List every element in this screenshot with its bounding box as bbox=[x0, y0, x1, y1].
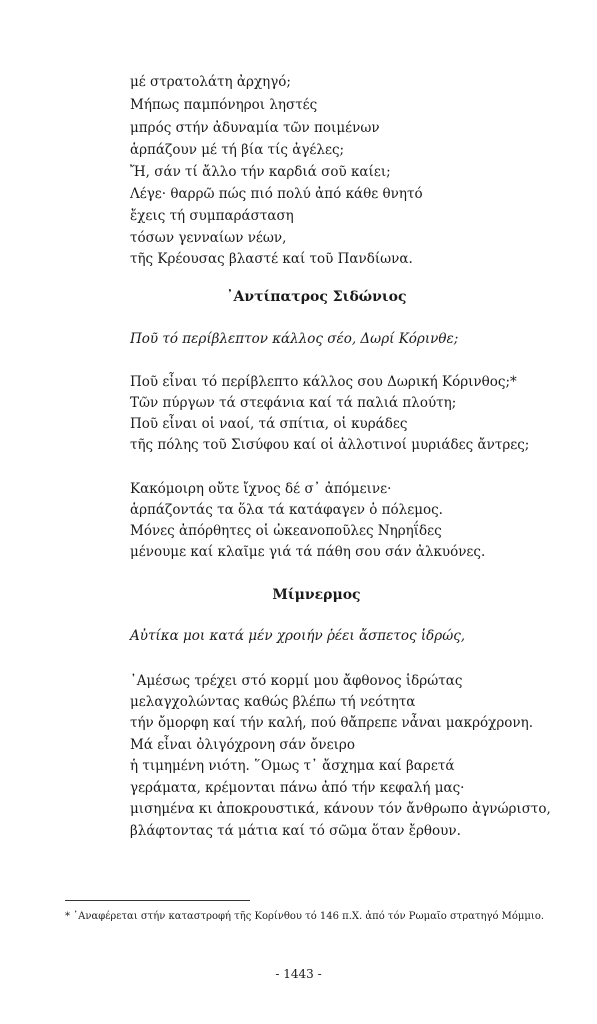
verse-line: Τῶν πύργων τά στεφάνια καί τά παλιά πλούτη; bbox=[130, 395, 457, 411]
verse-line: ἁρπάζουν μέ τή βία τίς ἀγέλες; bbox=[130, 142, 345, 158]
verse-line: τόσων γενναίων νέων, bbox=[130, 230, 287, 246]
verse-line: Μά εἶναι ὀλιγόχρονη σάν ὄνειρο bbox=[130, 737, 355, 753]
verse-line: ἔχεις τή συμπαράσταση bbox=[130, 208, 294, 224]
page-number: - 1443 - bbox=[275, 967, 322, 981]
verse-line: Ποῦ εἶναι οἱ ναοί, τά σπίτια, οἱ κυράδες bbox=[130, 416, 408, 432]
epigraph: Αὐτίκα μοι κατά μέν χροιήν ῥέει ἄσπετος ἱδρώς, bbox=[130, 628, 466, 644]
verse-line: βλάφτοντας τά μάτια καί τό σῶμα ὅταν ἔρθουν. bbox=[130, 823, 461, 839]
verse-line: Μήπως παμπόνηροι ληστές bbox=[130, 97, 318, 113]
verse-line: Ἤ, σάν τί ἄλλο τήν καρδιά σοῦ καίει; bbox=[130, 164, 391, 180]
verse-line: τῆς πόλης τοῦ Σισύφου καί οἱ ἀλλοτινοί μυριάδες ἄντρες; bbox=[130, 437, 530, 453]
verse-line: ἁρπάζοντάς τα ὅλα τά κατάφαγεν ὁ πόλεμος. bbox=[130, 502, 443, 518]
verse-line: μελαγχολώντας καθώς βλέπω τή νεότητα bbox=[130, 694, 416, 710]
verse-line: τήν ὄμορφη καί τήν καλή, πού θἄπρεπε νἆναι μακρόχρονη. bbox=[130, 715, 533, 731]
verse-line: τῆς Κρέουσας βλαστέ καί τοῦ Πανδίωνα. bbox=[130, 251, 413, 267]
verse-line: μισημένα κι ἀποκρουστικά, κάνουν τόν ἄνθρωπο ἀγνώριστο, bbox=[130, 801, 551, 817]
epigraph: Ποῦ τό περίβλεπτον κάλλος σέο, Δωρί Κόρινθε; bbox=[130, 331, 459, 347]
verse-line: Λέγε· θαρρῶ πώς πιό πολύ ἀπό κάθε θνητό bbox=[130, 186, 423, 202]
verse-line: Μόνες ἀπόρθητες οἱ ὠκεανοποῦλες Νηρηΐδες bbox=[130, 523, 442, 539]
footnote: * ᾽Αναφέρεται στήν καταστροφή τῆς Κορίνθου τό 146 π.Χ. ἀπό τόν Ρωμαῖο στρατηγό Μόμμιο. bbox=[65, 911, 545, 922]
verse-line: Ποῦ εἶναι τό περίβλεπτο κάλλος σου Δωρική Κόρινθος;* bbox=[130, 374, 517, 390]
footnote-rule bbox=[65, 900, 250, 901]
verse-line: μένουμε καί κλαῖμε γιά τά πάθη σου σάν ἀλκυόνες. bbox=[130, 544, 486, 560]
verse-line: γεράματα, κρέμονται πάνω ἀπό τήν κεφαλή μας· bbox=[130, 780, 465, 796]
verse-line: Κακόμοιρη οὔτε ἴχνος δέ σ᾽ ἀπόμεινε· bbox=[130, 481, 392, 497]
section-heading: ᾽Αντίπατρος Σιδώνιος bbox=[226, 289, 407, 305]
verse-line: μπρός στήν ἀδυναμία τῶν ποιμένων bbox=[130, 120, 380, 136]
verse-line: ἡ τιμημένη νιότη. ῞Ομως τ᾽ ἄσχημα καί βαρετά bbox=[130, 758, 455, 774]
section-heading: Μίμνερμος bbox=[272, 587, 361, 603]
verse-line: ᾽Αμέσως τρέχει στό κορμί μου ἄφθονος ἱδρώτας bbox=[130, 673, 463, 689]
verse-line: μέ στρατολάτη ἀρχηγό; bbox=[130, 74, 291, 90]
